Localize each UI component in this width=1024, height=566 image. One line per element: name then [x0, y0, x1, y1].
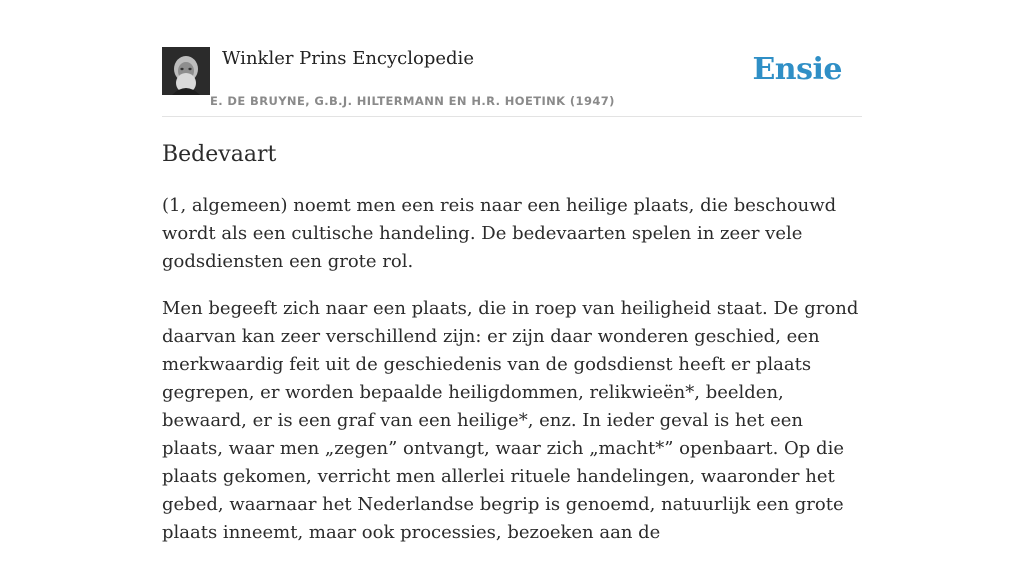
article-paragraph: Men begeeft zich naar een plaats, die in roep van heiligheid staat. De grond daarvan kan zeer verschillend zijn: er zijn daar wonderen geschied, een merkwaardig feit uit de geschiedenis van de godsdienst heeft er plaats gegrepen, er worden bepaalde heiligdommen, relikwieën*, beelden, bewaard, er is een graf van een heilige*, enz. In ieder geval is het een plaats, waar men „zegen” ontvangt, waar zich „macht*” openbaart. Op die plaats gekomen, verricht men allerlei rituele handelingen, waaronder het gebed, waarnaar het Nederlandse begrip is genoemd, natuurlijk een grote plaats inneemt, maar ook processies, bezoeken aan de: [162, 298, 859, 543]
source-title[interactable]: Winkler Prins Encyclopedie: [222, 48, 474, 69]
author-avatar: [162, 47, 210, 95]
brand-logo[interactable]: Ensie: [752, 52, 842, 87]
article-title: Bedevaart: [162, 142, 277, 167]
authors-line: E. DE BRUYNE, G.B.J. HILTERMANN EN H.R. HOETINK (1947): [210, 94, 615, 108]
author-portrait-icon: [162, 47, 210, 95]
article-paragraph: (1, algemeen) noemt men een reis naar een heilige plaats, die beschouwd wordt als een cultische handeling. De bedevaarten spelen in zeer vele godsdiensten een grote rol.: [162, 195, 837, 272]
source-header: [162, 46, 862, 117]
article-body: [162, 192, 864, 566]
